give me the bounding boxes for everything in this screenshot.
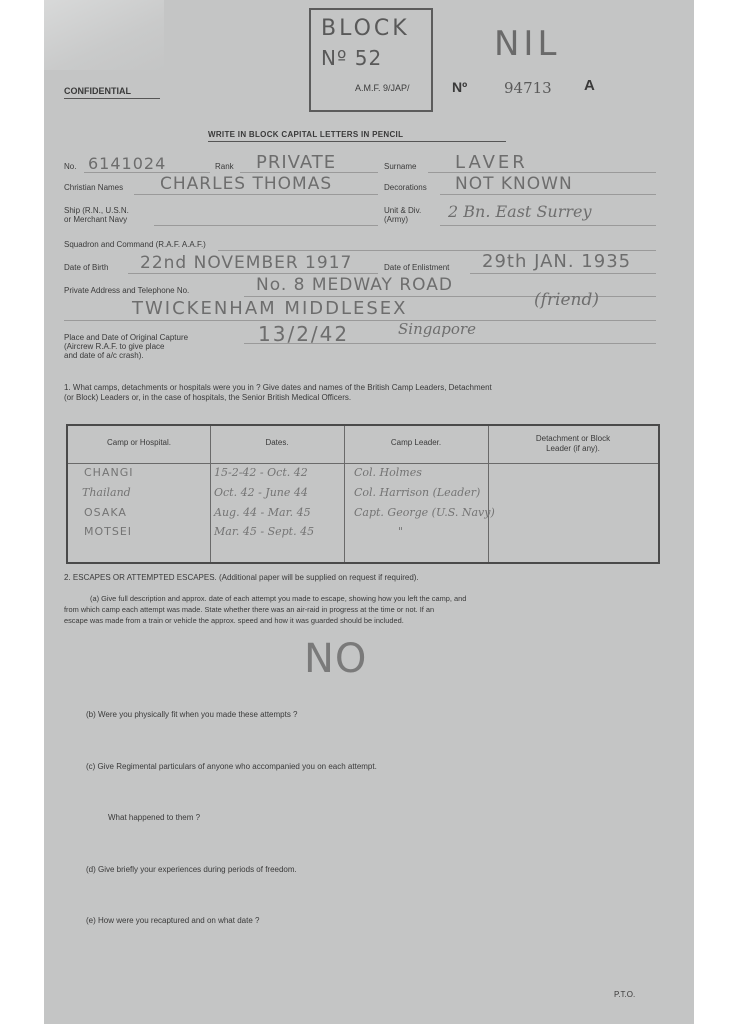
camps-table bbox=[66, 424, 660, 564]
ship-line bbox=[154, 225, 378, 226]
stamp-number: Nº 52 bbox=[321, 46, 383, 70]
dob-value: 22nd NOVEMBER 1917 bbox=[140, 253, 353, 273]
table-cell-leader: " bbox=[398, 525, 404, 538]
christian-value: CHARLES THOMAS bbox=[160, 174, 333, 194]
no-line bbox=[84, 172, 210, 173]
address-line-rule-2 bbox=[64, 320, 656, 321]
table-cell-dates: Mar. 45 - Sept. 45 bbox=[214, 525, 315, 538]
folded-corner bbox=[44, 0, 164, 70]
question-1-line-1: 1. What camps, detachments or hospitals were you in ? Give dates and names of the British Camp Leaders, Detachment bbox=[64, 383, 492, 392]
decorations-label: Decorations bbox=[384, 183, 427, 192]
form-reference: A.M.F. 9/JAP/ bbox=[355, 83, 410, 93]
question-2a-line-3: escape was made from a train or vehicle the approx. speed and how it was guarded should be included. bbox=[64, 616, 404, 625]
decorations-line bbox=[440, 194, 656, 195]
address-line-2: TWICKENHAM MIDDLESEX bbox=[132, 298, 408, 319]
question-2-heading: 2. ESCAPES OR ATTEMPTED ESCAPES. (Additional paper will be supplied on request if required). bbox=[64, 573, 419, 582]
surname-line bbox=[428, 172, 656, 173]
rank-label: Rank bbox=[215, 162, 234, 171]
unit-line bbox=[440, 225, 656, 226]
christian-label: Christian Names bbox=[64, 183, 124, 192]
dob-line bbox=[128, 273, 378, 274]
question-2a-answer: NO bbox=[304, 636, 368, 682]
rank-line bbox=[240, 172, 378, 173]
question-2b: (b) Were you physically fit when you made these attempts ? bbox=[86, 710, 298, 719]
rank-value: PRIVATE bbox=[256, 152, 337, 173]
decorations-value: NOT KNOWN bbox=[455, 174, 573, 194]
confidential-underline bbox=[64, 98, 160, 99]
capture-line bbox=[244, 343, 656, 344]
enlistment-label: Date of Enlistment bbox=[384, 263, 450, 272]
table-cell-leader: Col. Holmes bbox=[354, 466, 422, 479]
capture-label-2: (Aircrew R.A.F. to give place bbox=[64, 342, 165, 351]
table-cell-camp: MOTSEI bbox=[84, 525, 133, 538]
instruction-heading: WRITE IN BLOCK CAPITAL LETTERS IN PENCIL bbox=[208, 130, 404, 139]
no-value: 6141024 bbox=[88, 154, 167, 173]
question-2a-line-1: (a) Give full description and approx. date of each attempt you made to escape, showing how you left the camp, and bbox=[90, 594, 467, 603]
surname-label: Surname bbox=[384, 162, 417, 171]
table-cell-camp: Thailand bbox=[82, 486, 131, 499]
question-2c-sub: What happened to them ? bbox=[108, 813, 201, 822]
serial-no-label: Nº bbox=[452, 79, 468, 95]
capture-label-1: Place and Date of Original Capture bbox=[64, 333, 189, 342]
question-2e: (e) How were you recaptured and on what date ? bbox=[86, 916, 260, 925]
header-detachment-2: Leader (if any). bbox=[546, 444, 600, 453]
table-cell-leader: Capt. George (U.S. Navy) bbox=[354, 506, 495, 519]
address-note: (friend) bbox=[534, 290, 600, 310]
stamp-block-text: BLOCK bbox=[321, 16, 410, 41]
table-cell-leader: Col. Harrison (Leader) bbox=[354, 486, 481, 499]
ship-label-2: or Merchant Navy bbox=[64, 215, 128, 224]
question-1-line-2: (or Block) Leaders or, in the case of hospitals, the Senior British Medical Officers. bbox=[64, 393, 352, 402]
serial-suffix: A bbox=[584, 77, 595, 94]
table-cell-dates: 15-2-42 - Oct. 42 bbox=[214, 466, 308, 479]
ship-label-1: Ship (R.N., U.S.N. bbox=[64, 206, 129, 215]
nil-note: NIL bbox=[494, 24, 561, 64]
block-stamp bbox=[309, 8, 433, 112]
question-2d: (d) Give briefly your experiences during periods of freedom. bbox=[86, 865, 297, 874]
unit-label-2: (Army) bbox=[384, 215, 408, 224]
capture-place: Singapore bbox=[398, 320, 476, 338]
header-detachment-1: Detachment or Block bbox=[535, 434, 611, 443]
surname-value: LAVER bbox=[455, 152, 528, 173]
table-header-divider bbox=[68, 463, 658, 464]
capture-label-3: and date of a/c crash). bbox=[64, 351, 144, 360]
question-2a-line-2: from which camp each attempt was made. State whether there was an air-raid in progress at the time or not. If an bbox=[64, 605, 435, 614]
table-cell-dates: Oct. 42 - June 44 bbox=[214, 486, 308, 499]
serial-number: 94713 bbox=[504, 79, 552, 97]
christian-line bbox=[134, 194, 378, 195]
question-2c: (c) Give Regimental particulars of anyone who accompanied you on each attempt. bbox=[86, 762, 377, 771]
confidential-label: CONFIDENTIAL bbox=[64, 86, 131, 96]
unit-value: 2 Bn. East Surrey bbox=[448, 202, 592, 221]
unit-label-1: Unit & Div. bbox=[384, 206, 422, 215]
table-cell-camp: OSAKA bbox=[84, 506, 127, 519]
no-label: No. bbox=[64, 162, 77, 171]
instruction-underline bbox=[208, 141, 506, 142]
table-cell-dates: Aug. 44 - Mar. 45 bbox=[214, 506, 311, 519]
enlistment-value: 29th JAN. 1935 bbox=[482, 251, 632, 272]
address-line-1: No. 8 MEDWAY ROAD bbox=[256, 275, 453, 295]
header-dates: Dates. bbox=[265, 438, 289, 447]
dob-label: Date of Birth bbox=[64, 263, 109, 272]
capture-date: 13/2/42 bbox=[258, 322, 350, 346]
header-camp: Camp or Hospital. bbox=[106, 438, 172, 447]
table-cell-camp: CHANGI bbox=[84, 466, 134, 479]
enlistment-line bbox=[470, 273, 656, 274]
squadron-label: Squadron and Command (R.A.F. A.A.F.) bbox=[64, 240, 206, 249]
pto-label: P.T.O. bbox=[614, 990, 636, 999]
address-label: Private Address and Telephone No. bbox=[64, 286, 190, 295]
header-camp-leader: Camp Leader. bbox=[390, 438, 442, 447]
